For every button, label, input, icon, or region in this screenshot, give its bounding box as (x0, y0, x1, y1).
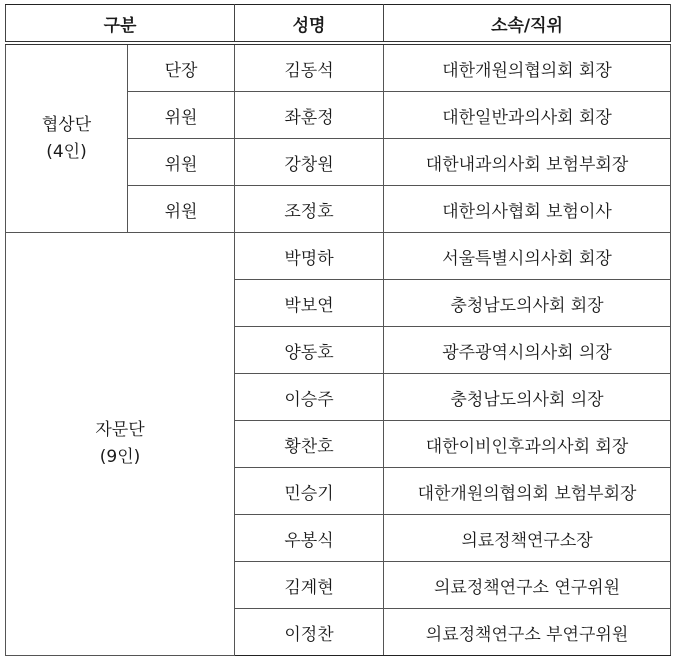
header-name: 성명 (235, 5, 384, 44)
group-cell-advisory (6, 233, 235, 656)
affiliation-cell: 충청남도의사회 의장 (384, 374, 671, 421)
name-cell: 황찬호 (235, 421, 384, 468)
group-name: 자문단 (95, 420, 145, 440)
role-cell: 위원 (128, 139, 235, 186)
affiliation-cell: 대한일반과의사회 회장 (384, 92, 671, 139)
table-row (6, 233, 671, 280)
name-cell: 이정찬 (235, 609, 384, 656)
members-table (5, 4, 671, 656)
affiliation-cell: 의료정책연구소 부연구위원 (384, 609, 671, 656)
affiliation-cell: 의료정책연구소 연구위원 (384, 562, 671, 609)
name-cell: 박보연 (235, 280, 384, 327)
name-cell: 우봉식 (235, 515, 384, 562)
name-cell: 김동석 (235, 43, 384, 92)
name-cell: 민승기 (235, 468, 384, 515)
header-affiliation: 소속/직위 (384, 5, 671, 44)
affiliation-cell: 대한이비인후과의사회 회장 (384, 421, 671, 468)
affiliation-cell: 대한개원의협의회 보험부회장 (384, 468, 671, 515)
name-cell: 조정호 (235, 186, 384, 233)
group-count: (9인) (99, 447, 141, 467)
role-cell: 위원 (128, 92, 235, 139)
name-cell: 양동호 (235, 327, 384, 374)
header-category: 구분 (6, 5, 235, 44)
group-cell-negotiation (6, 43, 128, 233)
name-cell: 좌훈정 (235, 92, 384, 139)
name-cell: 박명하 (235, 233, 384, 280)
affiliation-cell: 대한개원의협의회 회장 (384, 43, 671, 92)
name-cell: 이승주 (235, 374, 384, 421)
name-cell: 강창원 (235, 139, 384, 186)
affiliation-cell: 서울특별시의사회 회장 (384, 233, 671, 280)
affiliation-cell: 의료정책연구소장 (384, 515, 671, 562)
members-table-wrapper (5, 4, 670, 656)
affiliation-cell: 대한의사협회 보험이사 (384, 186, 671, 233)
group-count: (4인) (46, 141, 87, 162)
table-row (6, 43, 671, 92)
role-cell: 위원 (128, 186, 235, 233)
group-name: 협상단 (41, 114, 92, 135)
affiliation-cell: 광주광역시의사회 의장 (384, 327, 671, 374)
name-cell: 김계현 (235, 562, 384, 609)
header-row (6, 5, 671, 44)
affiliation-cell: 충청남도의사회 회장 (384, 280, 671, 327)
affiliation-cell: 대한내과의사회 보험부회장 (384, 139, 671, 186)
role-cell: 단장 (128, 43, 235, 92)
